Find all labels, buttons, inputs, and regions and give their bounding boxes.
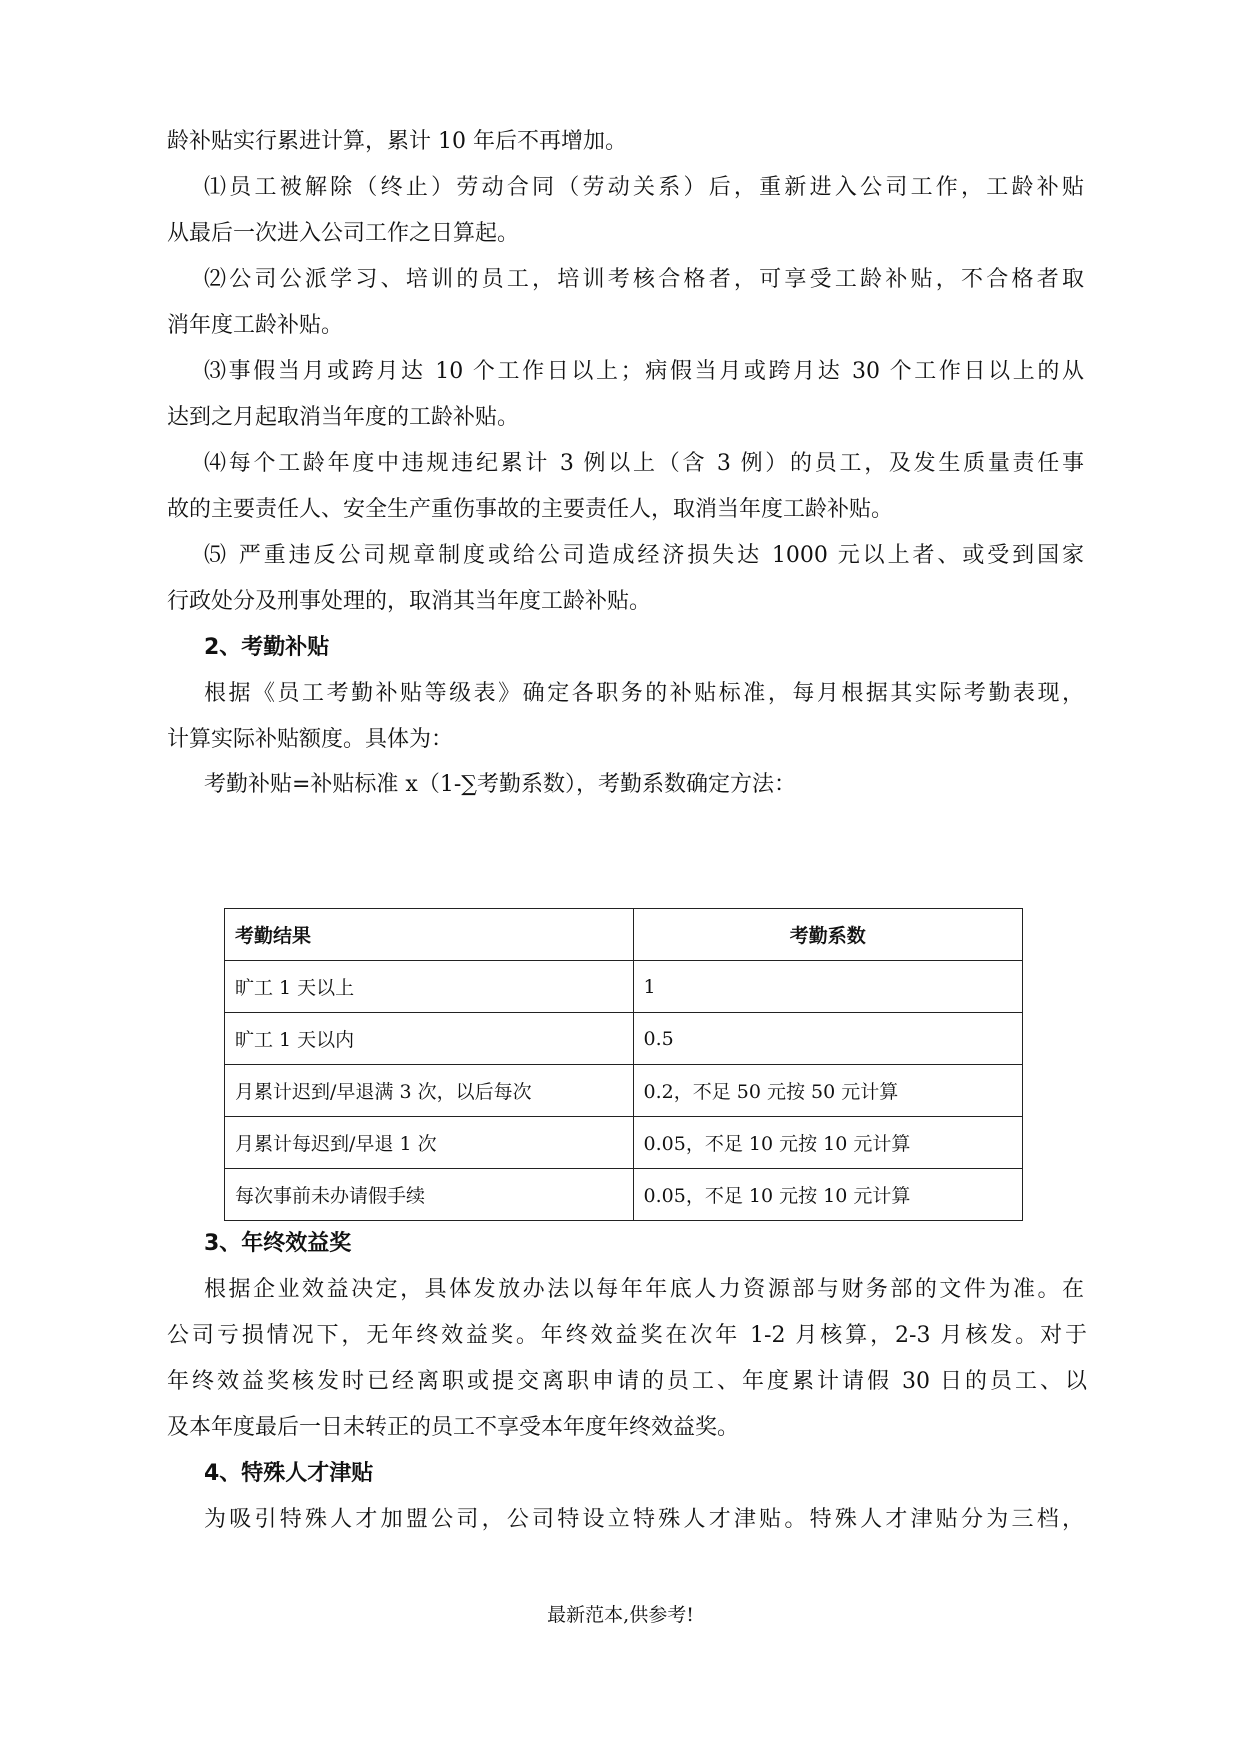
paragraph-line: 及本年度最后一日未转正的员工不享受本年度年终效益奖。: [167, 1415, 740, 1440]
table-cell-coefficient: 0.5: [633, 1013, 1022, 1065]
table-cell-coefficient: 0.2，不足 50 元按 50 元计算: [633, 1065, 1022, 1117]
table-cell-result: 月累计迟到/早退满 3 次，以后每次: [225, 1065, 634, 1117]
paragraph-line: 公司亏损情况下，无年终效益奖。年终效益奖在次年 1-2 月核算，2-3 月核发。对于: [167, 1323, 1087, 1348]
page-footer: 最新范本,供参考!: [547, 1604, 694, 1626]
table-header-row: [225, 909, 1023, 961]
paragraph-line: 消年度工龄补贴。: [167, 313, 344, 338]
table-row: [225, 1013, 1023, 1065]
section-heading: 4、特殊人才津贴: [204, 1461, 374, 1486]
paragraph-line: ⑵公司公派学习、培训的员工，培训考核合格者，可享受工龄补贴，不合格者取: [204, 267, 1084, 292]
table-row: [225, 1169, 1023, 1221]
formula-line: 考勤补贴=补贴标准 x（1-∑考勤系数），考勤系数确定方法：: [204, 772, 796, 797]
section-heading: 2、考勤补贴: [204, 635, 330, 660]
table-cell-result: 每次事前未办请假手续: [225, 1169, 634, 1221]
paragraph-line: ⑷每个工龄年度中违规违纪累计 3 例以上（含 3 例）的员工，及发生质量责任事: [204, 451, 1084, 476]
paragraph-line: ⑴员工被解除（终止）劳动合同（劳动关系）后，重新进入公司工作，工龄补贴: [204, 175, 1084, 200]
table-cell-coefficient: 0.05，不足 10 元按 10 元计算: [633, 1117, 1022, 1169]
table-cell-result: 月累计每迟到/早退 1 次: [225, 1117, 634, 1169]
column-header-result: 考勤结果: [225, 909, 634, 961]
column-header-coefficient: 考勤系数: [633, 909, 1022, 961]
paragraph-line: 计算实际补贴额度。具体为：: [167, 727, 454, 752]
paragraph-line: ⑶事假当月或跨月达 10 个工作日以上；病假当月或跨月达 30 个工作日以上的从: [204, 359, 1084, 384]
section-heading: 3、年终效益奖: [204, 1231, 352, 1256]
paragraph-line: 故的主要责任人、安全生产重伤事故的主要责任人，取消当年度工龄补贴。: [167, 497, 894, 522]
table-row: [225, 1065, 1023, 1117]
paragraph-line: 根据《员工考勤补贴等级表》确定各职务的补贴标准，每月根据其实际考勤表现，: [204, 681, 1084, 706]
paragraph-line: 龄补贴实行累进计算，累计 10 年后不再增加。: [167, 129, 627, 154]
paragraph-line: 达到之月起取消当年度的工龄补贴。: [167, 405, 520, 430]
paragraph-line: 年终效益奖核发时已经离职或提交离职申请的员工、年度累计请假 30 日的员工、以: [167, 1369, 1087, 1394]
paragraph-line: 根据企业效益决定，具体发放办法以每年年底人力资源部与财务部的文件为准。在: [204, 1277, 1084, 1302]
table-row: [225, 1117, 1023, 1169]
paragraph-line: 从最后一次进入公司工作之日算起。: [167, 221, 520, 246]
table-cell-coefficient: 1: [633, 961, 1022, 1013]
table-row: [225, 961, 1023, 1013]
paragraph-line: 行政处分及刑事处理的，取消其当年度工龄补贴。: [167, 589, 652, 614]
paragraph-line: 为吸引特殊人才加盟公司，公司特设立特殊人才津贴。特殊人才津贴分为三档，: [204, 1507, 1084, 1532]
table-cell-result: 旷工 1 天以上: [225, 961, 634, 1013]
table-cell-coefficient: 0.05，不足 10 元按 10 元计算: [633, 1169, 1022, 1221]
paragraph-line: ⑸ 严重违反公司规章制度或给公司造成经济损失达 1000 元以上者、或受到国家: [204, 543, 1084, 568]
table-cell-result: 旷工 1 天以内: [225, 1013, 634, 1065]
attendance-coefficient-table: [224, 908, 1023, 1221]
